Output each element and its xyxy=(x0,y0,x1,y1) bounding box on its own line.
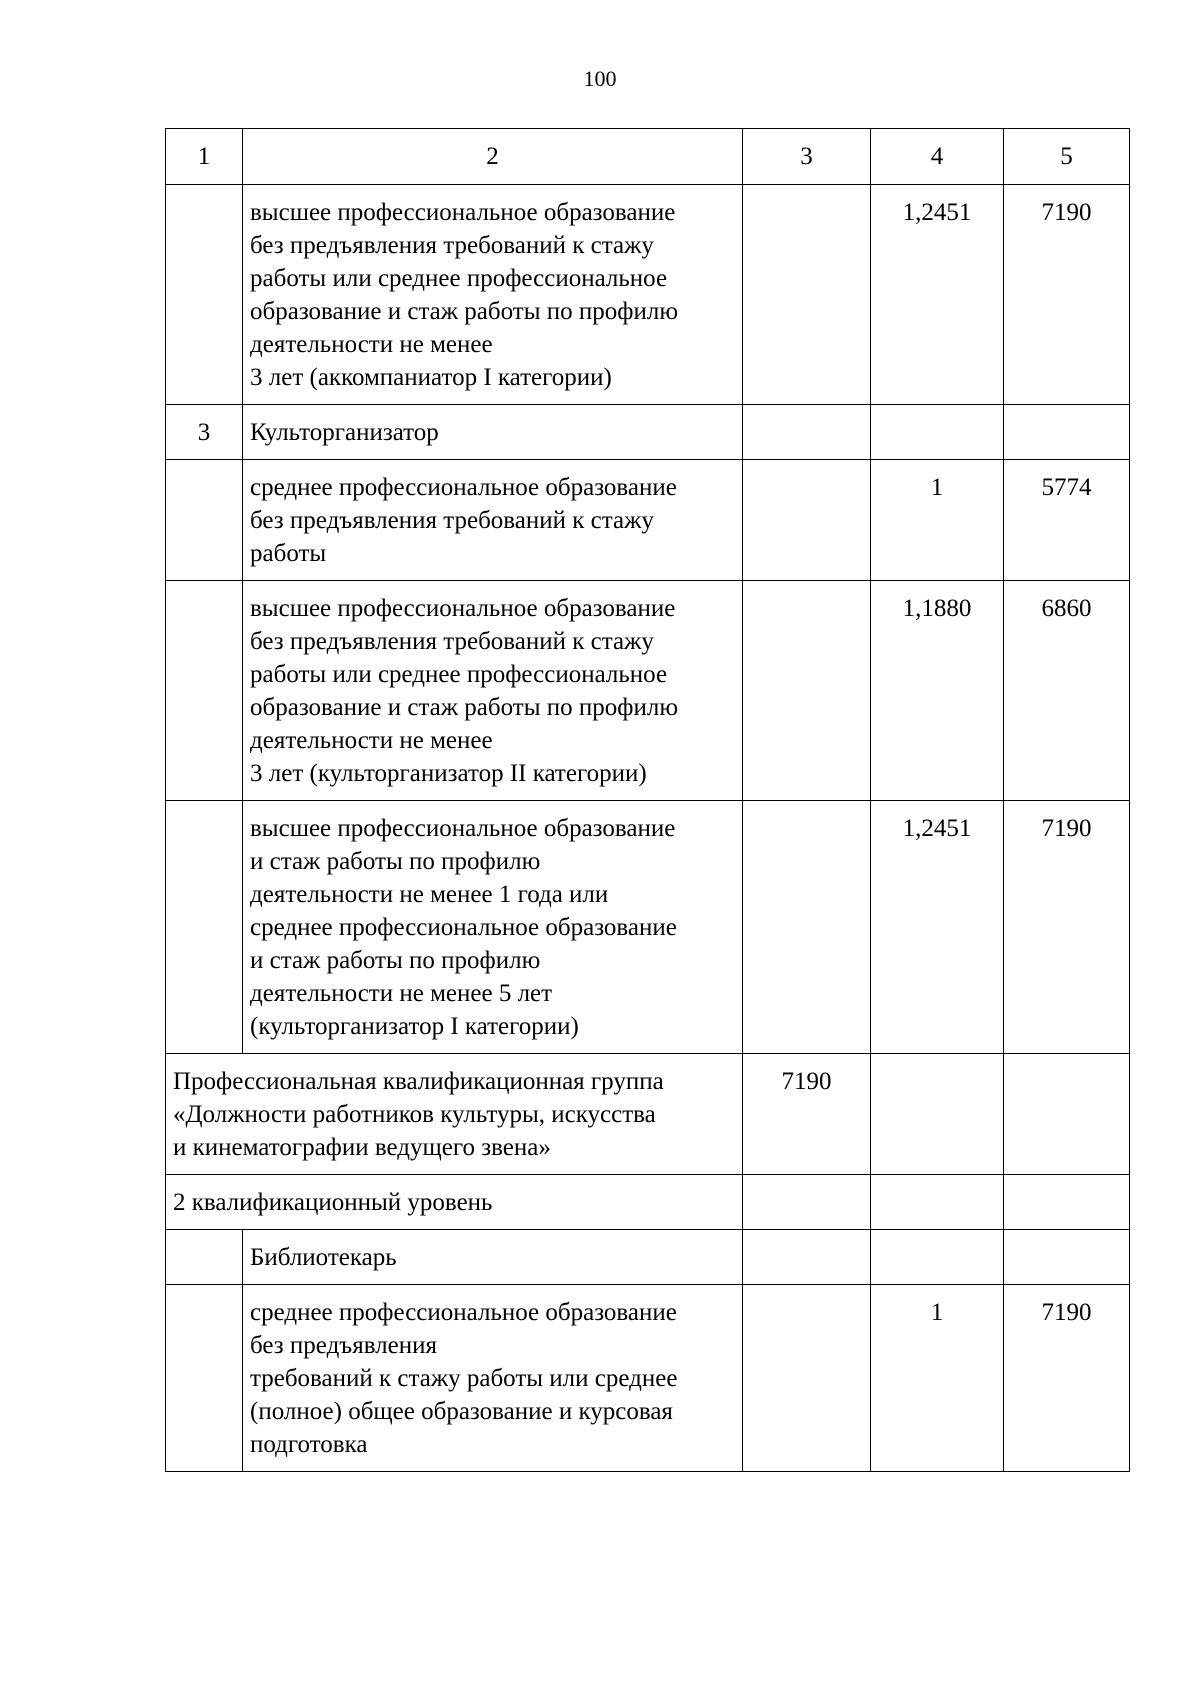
table-header-row xyxy=(166,129,1130,185)
requirement-text-cell: высшее профессиональное образование без предъявления требований к стажу работы или среднее профессиональное образование и стаж работы по профилю деятельности не менее 3 лет (аккомпаниатор I категории) xyxy=(243,185,743,405)
header-cell-5: 5 xyxy=(1004,129,1130,185)
coefficient-cell xyxy=(871,1054,1004,1175)
salary-cell xyxy=(743,1175,871,1230)
position-title-cell: Библиотекарь xyxy=(243,1230,743,1285)
row-number-cell xyxy=(166,460,243,581)
salary-cell xyxy=(743,1285,871,1472)
salary-cell xyxy=(743,185,871,405)
position-title-cell: Культорганизатор xyxy=(243,405,743,460)
requirement-text-cell: среднее профессиональное образование без предъявления требований к стажу работы или среднее (полное) общее образование и курсовая подготовка xyxy=(243,1285,743,1472)
salary-cell xyxy=(743,460,871,581)
table-row xyxy=(166,1285,1130,1472)
salary-amount-cell xyxy=(1004,1230,1130,1285)
coefficient-cell xyxy=(871,1175,1004,1230)
coefficient-cell: 1,2451 xyxy=(871,801,1004,1054)
header-cell-3: 3 xyxy=(743,129,871,185)
header-cell-2: 2 xyxy=(243,129,743,185)
group-row xyxy=(166,1054,1130,1175)
table-row xyxy=(166,405,1130,460)
salary-amount-cell: 7190 xyxy=(1004,185,1130,405)
table-row xyxy=(166,185,1130,405)
coefficient-cell xyxy=(871,405,1004,460)
level-title-cell: 2 квалификационный уровень xyxy=(166,1175,743,1230)
table-row xyxy=(166,460,1130,581)
row-number-cell xyxy=(166,1230,243,1285)
row-number-cell xyxy=(166,1285,243,1472)
salary-amount-cell: 5774 xyxy=(1004,460,1130,581)
header-cell-4: 4 xyxy=(871,129,1004,185)
requirement-text-cell: среднее профессиональное образование без предъявления требований к стажу работы xyxy=(243,460,743,581)
row-number-cell xyxy=(166,801,243,1054)
salary-amount-cell: 7190 xyxy=(1004,1285,1130,1472)
table-row xyxy=(166,801,1130,1054)
page-number: 100 xyxy=(583,66,617,91)
salary-amount-cell: 7190 xyxy=(1004,801,1130,1054)
requirement-text-cell: высшее профессиональное образование и стаж работы по профилю деятельности не менее 1 года или среднее профессиональное образование и стаж работы по профилю деятельности не менее 5 лет (культорганизатор I категории) xyxy=(243,801,743,1054)
row-number-cell xyxy=(166,581,243,801)
salary-table xyxy=(165,128,1130,1472)
coefficient-cell xyxy=(871,1230,1004,1285)
table-row xyxy=(166,1230,1130,1285)
coefficient-cell: 1,2451 xyxy=(871,185,1004,405)
coefficient-cell: 1 xyxy=(871,460,1004,581)
group-title-cell: Профессиональная квалификационная группа «Должности работников культуры, искусства и кинематографии ведущего звена» xyxy=(166,1054,743,1175)
coefficient-cell: 1 xyxy=(871,1285,1004,1472)
row-number-cell: 3 xyxy=(166,405,243,460)
requirement-text-cell: высшее профессиональное образование без предъявления требований к стажу работы или среднее профессиональное образование и стаж работы по профилю деятельности не менее 3 лет (культорганизатор II категории) xyxy=(243,581,743,801)
salary-amount-cell xyxy=(1004,405,1130,460)
salary-amount-cell xyxy=(1004,1175,1130,1230)
level-row xyxy=(166,1175,1130,1230)
group-base-salary-cell: 7190 xyxy=(743,1054,871,1175)
table-row xyxy=(166,581,1130,801)
salary-amount-cell: 6860 xyxy=(1004,581,1130,801)
salary-cell xyxy=(743,801,871,1054)
header-cell-1: 1 xyxy=(166,129,243,185)
row-number-cell xyxy=(166,185,243,405)
salary-cell xyxy=(743,581,871,801)
salary-cell xyxy=(743,1230,871,1285)
salary-amount-cell xyxy=(1004,1054,1130,1175)
salary-cell xyxy=(743,405,871,460)
coefficient-cell: 1,1880 xyxy=(871,581,1004,801)
